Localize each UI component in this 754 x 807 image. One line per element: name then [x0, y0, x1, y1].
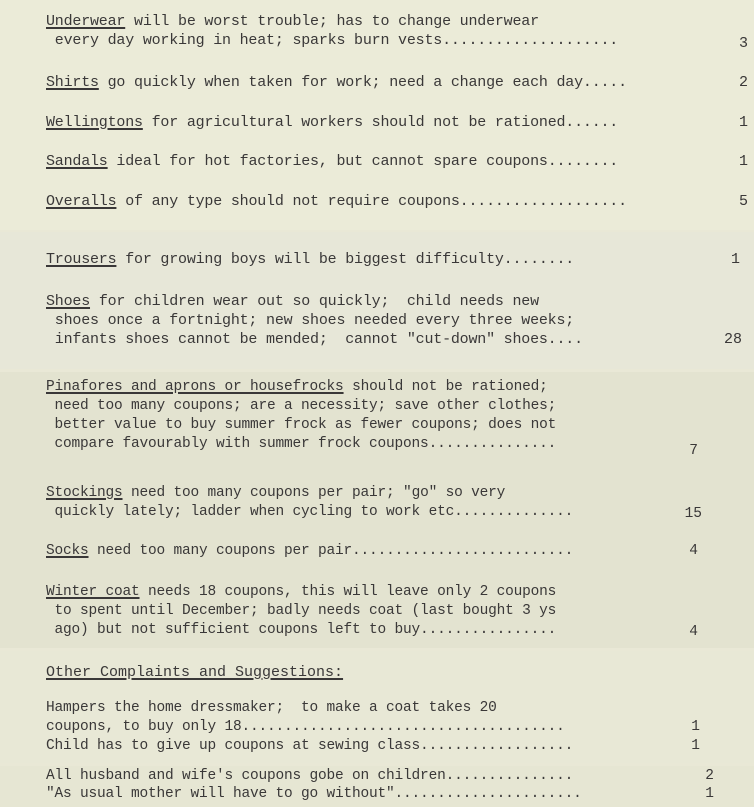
entry-keyword: Pinafores and aprons or housefrocks	[46, 379, 344, 395]
entry-text: needs 18 coupons, this will leave only 2 coupons	[139, 584, 557, 600]
entry-count: 1	[691, 719, 700, 735]
entry-count: 4	[689, 624, 698, 640]
entry-husband-wife	[46, 767, 573, 786]
entry-text: Hampers the home dressmaker; to make a coat takes 20	[46, 700, 497, 716]
entry-text: "As usual mother will have to go without"......................	[46, 786, 582, 802]
entry-text: Child has to give up coupons at sewing class..................	[46, 738, 574, 754]
entry-text: for agricultural workers should not be rationed......	[142, 114, 619, 131]
entry-count: 1	[738, 114, 748, 131]
entry-count: 2	[705, 768, 714, 784]
entry-keyword: Winter coat	[46, 584, 140, 600]
entry-count: 15	[684, 506, 702, 522]
entry-text-line2: every day working in heat; sparks burn vests....................	[46, 32, 619, 49]
entry-text: for growing boys will be biggest difficulty........	[116, 251, 575, 268]
entry-text: of any type should not require coupons...................	[116, 193, 627, 210]
entry-text-line3: infants shoes cannot be mended; cannot "cut-down" shoes....	[46, 331, 583, 348]
entry-keyword: Underwear	[46, 13, 126, 30]
section-5	[0, 766, 754, 807]
entry-text-line2: quickly lately; ladder when cycling to work etc..............	[46, 504, 574, 520]
section-2	[0, 232, 754, 369]
entry-socks	[46, 542, 573, 561]
entry-text-line2: to spent until December; badly needs coat (last bought 3 ys	[46, 603, 557, 619]
entry-winter-coat	[46, 583, 556, 640]
entry-text: for children wear out so quickly; child needs new	[90, 293, 539, 310]
entry-count: 1	[730, 251, 740, 268]
entry-mother-without	[46, 785, 582, 804]
entry-keyword: Shoes	[46, 293, 91, 310]
entry-keyword: Stockings	[46, 485, 123, 501]
entry-text: will be worst trouble; has to change underwear	[125, 13, 539, 30]
entry-trousers	[46, 250, 574, 269]
entry-text-line2: shoes once a fortnight; new shoes needed every three weeks;	[46, 312, 575, 329]
entry-count: 1	[691, 738, 700, 754]
entry-text-line3: ago) but not sufficient coupons left to buy................	[46, 622, 557, 638]
entry-count: 7	[689, 443, 698, 459]
entry-text: ideal for hot factories, but cannot spare coupons........	[107, 153, 619, 170]
entry-count: 2	[738, 74, 748, 91]
entry-keyword: Shirts	[46, 74, 99, 91]
entry-count: 1	[738, 153, 748, 170]
section-3	[0, 372, 754, 648]
entry-stockings	[46, 484, 573, 522]
entry-count: 28	[723, 331, 742, 348]
entry-sewing-class	[46, 737, 573, 756]
entry-keyword: Sandals	[46, 153, 108, 170]
heading-text: Other Complaints and Suggestions:	[46, 664, 344, 681]
entry-dressmaker	[46, 699, 565, 737]
entry-text-line3: better value to buy summer frock as fewer coupons; does not	[46, 417, 557, 433]
entry-keyword: Overalls	[46, 193, 117, 210]
entry-sandals	[46, 152, 618, 171]
entry-count: 4	[689, 543, 698, 559]
entry-text: need too many coupons per pair; "go" so very	[122, 485, 506, 501]
entry-shoes	[46, 292, 583, 349]
entry-count: 5	[738, 193, 748, 210]
entry-overalls	[46, 192, 627, 211]
entry-text: go quickly when taken for work; need a change each day.....	[98, 74, 627, 91]
entry-wellingtons	[46, 113, 618, 132]
entry-text-line4: compare favourably with summer frock coupons...............	[46, 436, 557, 452]
entry-underwear	[46, 12, 618, 50]
section-1	[0, 0, 754, 230]
entry-text: need too many coupons per pair..........................	[88, 543, 574, 559]
entry-text: should not be rationed;	[343, 379, 548, 395]
entry-shirts	[46, 73, 627, 92]
entry-text-line2: coupons, to buy only 18......................................	[46, 719, 565, 735]
entry-keyword: Socks	[46, 543, 89, 559]
section-4	[0, 651, 754, 763]
entry-keyword: Trousers	[46, 251, 117, 268]
section-heading	[46, 663, 343, 682]
entry-count: 3	[738, 35, 748, 52]
entry-text-line2: need too many coupons; are a necessity; save other clothes;	[46, 398, 557, 414]
entry-count: 1	[705, 786, 714, 802]
entry-pinafores	[46, 378, 556, 454]
entry-text: All husband and wife's coupons gobe on children...............	[46, 768, 574, 784]
entry-keyword: Wellingtons	[46, 114, 143, 131]
